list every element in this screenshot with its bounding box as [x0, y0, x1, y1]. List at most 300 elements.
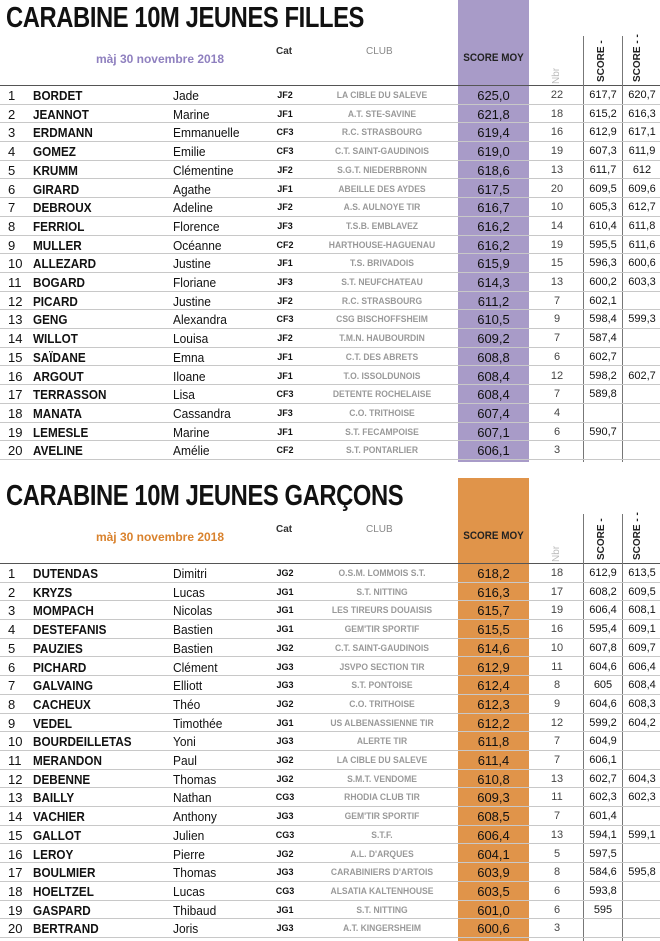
row-nbr: 19 [550, 238, 564, 251]
row-score-2: 612 [632, 163, 652, 176]
row-first-name: Marine [173, 106, 210, 122]
row-club: HARTHOUSE-HAGUENAU [328, 239, 436, 250]
row-club: A.T. STE-SAVINE [347, 108, 417, 119]
row-category: JF1 [277, 370, 293, 381]
row-first-name: Agathe [173, 181, 211, 197]
table-row [0, 601, 660, 620]
table-row [0, 751, 660, 770]
row-first-name: Nicolas [173, 603, 213, 619]
row-score-moy: 616,2 [477, 218, 510, 234]
row-club: S.T. NITTING [356, 904, 408, 915]
row-rank: 12 [8, 293, 23, 309]
row-score-moy: 608,5 [477, 809, 510, 825]
row-club: GEM'TIR SPORTIF [344, 624, 420, 635]
section-title: CARABINE 10M JEUNES FILLES [6, 2, 364, 34]
row-rank: 6 [8, 659, 16, 675]
table-row [0, 198, 660, 217]
row-score-1: 611,7 [589, 163, 617, 176]
row-first-name: Théo [173, 696, 201, 712]
row-last-name: DEBROUX [33, 200, 92, 216]
row-score-2: 609,5 [628, 585, 656, 598]
table-row [0, 732, 660, 751]
row-first-name: Océanne [173, 237, 222, 253]
row-rank: 12 [8, 771, 23, 787]
row-score-moy: 611,2 [477, 293, 510, 309]
table-row [0, 676, 660, 695]
row-nbr: 10 [550, 641, 564, 654]
row-category: JF1 [277, 108, 293, 119]
table-row [0, 142, 660, 161]
row-first-name: Iloane [173, 368, 206, 384]
row-score-moy: 610,5 [477, 312, 510, 328]
row-last-name: BORDET [33, 88, 83, 103]
row-nbr: 16 [550, 126, 564, 139]
header-nbr: Nbr [551, 545, 562, 562]
row-first-name: Paul [173, 753, 197, 768]
row-last-name: MOMPACH [33, 603, 94, 619]
row-score-1: 595 [593, 903, 613, 916]
row-club: T.M.N. HAUBOURDIN [339, 333, 425, 344]
table-row [0, 826, 660, 845]
row-nbr: 7 [553, 754, 561, 766]
row-score-1: 609,5 [589, 182, 617, 195]
row-rank: 4 [8, 622, 16, 638]
row-score-moy: 612,3 [477, 696, 510, 712]
row-score-moy: 608,8 [477, 349, 510, 365]
table-row [0, 367, 660, 386]
row-category: CF3 [276, 314, 294, 325]
table-row [0, 254, 660, 273]
row-category: JG2 [276, 698, 294, 709]
row-score-1: 604,6 [589, 697, 617, 710]
row-score-2: 602,7 [628, 369, 656, 382]
row-first-name: Clémentine [173, 162, 234, 178]
row-score-1: 612,9 [589, 126, 617, 139]
row-first-name: Nathan [173, 790, 212, 806]
row-last-name: KRYZS [33, 584, 73, 600]
row-club: C.T. SAINT-GAUDINOIS [334, 146, 430, 157]
row-last-name: WILLOT [33, 331, 78, 347]
row-nbr: 7 [553, 388, 561, 401]
row-score-2: 612,7 [628, 201, 656, 214]
header-club: CLUB [366, 46, 393, 57]
row-club: C.T. DES ABRETS [345, 351, 419, 362]
row-first-name: Bastien [173, 622, 213, 638]
row-score-2: 604,2 [628, 716, 656, 729]
row-score-moy: 601,0 [477, 902, 510, 918]
row-category: JG3 [276, 923, 294, 934]
row-category: JG2 [276, 755, 294, 765]
row-nbr: 12 [550, 369, 564, 382]
row-category: JF2 [277, 295, 293, 306]
table-row [0, 882, 660, 901]
row-score-2: 603,3 [628, 276, 656, 288]
row-rank: 3 [8, 125, 16, 141]
row-score-2: 616,3 [628, 107, 656, 120]
row-score-1: 594,1 [589, 828, 617, 841]
row-category: JF2 [277, 164, 293, 175]
section-title: CARABINE 10M JEUNES GARÇONS [6, 480, 404, 512]
row-rank: 15 [8, 349, 23, 365]
row-score-moy: 603,5 [477, 883, 510, 899]
table-row [0, 863, 660, 882]
row-category: JG3 [276, 680, 294, 691]
row-nbr: 6 [553, 884, 561, 897]
row-last-name: GASPARD [33, 902, 91, 918]
row-nbr: 7 [553, 810, 561, 823]
row-category: JG2 [276, 642, 294, 653]
row-nbr: 15 [550, 257, 564, 270]
row-rank: 10 [8, 734, 23, 750]
table-row [0, 441, 660, 460]
boys-ranking-section [0, 478, 660, 941]
row-last-name: GOMEZ [33, 144, 76, 160]
table-row [0, 217, 660, 236]
row-nbr: 22 [550, 89, 564, 101]
row-nbr: 6 [553, 903, 561, 916]
row-category: JG2 [276, 848, 294, 859]
row-score-1: 587,4 [589, 332, 617, 345]
row-last-name: PICARD [33, 293, 78, 309]
row-category: JG1 [276, 586, 294, 597]
header-score-1: SCORE - [596, 40, 607, 82]
row-rank: 7 [8, 200, 16, 216]
row-nbr: 6 [553, 425, 561, 438]
row-rank: 20 [8, 921, 23, 937]
row-nbr: 10 [550, 201, 564, 214]
row-last-name: BERTRAND [33, 921, 99, 937]
row-last-name: BOURDEILLETAS [33, 734, 132, 750]
row-score-1: 612,9 [589, 567, 617, 579]
row-score-moy: 603,9 [477, 865, 510, 881]
table-row [0, 236, 660, 255]
header-score-moy: SCORE MOY [463, 52, 524, 64]
row-nbr: 13 [550, 163, 564, 176]
row-score-moy: 616,2 [477, 237, 510, 253]
row-category: JG3 [276, 867, 294, 878]
row-nbr: 12 [550, 716, 564, 729]
row-first-name: Dimitri [173, 566, 207, 581]
row-rank: 2 [8, 584, 16, 600]
row-score-moy: 621,8 [477, 106, 510, 122]
row-club: ALSATIA KALTENHOUSE [330, 885, 434, 896]
table-row [0, 770, 660, 789]
row-score-1: 593,8 [589, 884, 617, 897]
row-nbr: 19 [550, 604, 564, 617]
row-score-moy: 618,2 [477, 566, 510, 581]
row-first-name: Emilie [173, 144, 206, 160]
table-row [0, 310, 660, 329]
row-last-name: KRUMM [33, 162, 78, 178]
row-category: CF2 [276, 239, 294, 250]
girls-ranking-section [0, 0, 660, 462]
row-score-moy: 616,3 [477, 584, 510, 600]
row-score-moy: 611,8 [477, 734, 510, 750]
row-nbr: 3 [553, 922, 561, 935]
row-score-2: 604,3 [628, 772, 656, 785]
row-last-name: LEMESLE [33, 424, 89, 440]
row-club: JSVPO SECTION TIR [339, 661, 425, 672]
row-club: DETENTE ROCHELAISE [332, 389, 432, 400]
table-row [0, 639, 660, 658]
table-row [0, 901, 660, 920]
row-first-name: Julien [173, 827, 205, 843]
row-score-2: 602,3 [628, 791, 656, 804]
row-last-name: ARGOUT [33, 368, 84, 384]
row-club: US ALBENASSIENNE TIR [330, 717, 434, 728]
row-category: JG1 [276, 605, 294, 616]
table-row [0, 658, 660, 677]
row-score-moy: 607,1 [477, 424, 510, 440]
row-last-name: TERRASSON [33, 387, 107, 403]
row-last-name: LEROY [33, 846, 74, 862]
row-rank: 14 [8, 809, 23, 825]
row-last-name: PICHARD [33, 659, 87, 675]
row-club: S.T. PONTOISE [351, 680, 413, 691]
row-score-1: 605 [593, 679, 613, 692]
row-score-moy: 609,2 [477, 331, 510, 347]
row-club: C.T. SAINT-GAUDINOIS [334, 642, 430, 653]
header-club: CLUB [366, 524, 393, 535]
row-score-2: 595,8 [628, 866, 656, 879]
row-score-1: 604,6 [589, 660, 617, 673]
row-rank: 18 [8, 883, 23, 899]
table-row [0, 273, 660, 292]
row-score-1: 604,9 [589, 735, 617, 748]
row-score-1: 598,2 [589, 369, 617, 382]
row-category: JG3 [276, 736, 294, 747]
row-club: S.T.F. [371, 829, 393, 840]
row-first-name: Pierre [173, 846, 205, 862]
table-row [0, 348, 660, 367]
row-score-1: 589,8 [589, 388, 617, 401]
row-score-1: 598,4 [589, 313, 617, 326]
row-rank: 5 [8, 640, 16, 656]
row-club: S.T. PONTARLIER [345, 445, 419, 456]
row-category: JG2 [276, 568, 294, 578]
row-rank: 19 [8, 902, 23, 918]
row-score-moy: 609,3 [477, 790, 510, 806]
row-rank: 1 [8, 88, 16, 103]
row-club: S.T. NITTING [356, 586, 408, 597]
row-score-1: 608,2 [589, 585, 617, 598]
row-category: JG1 [276, 624, 294, 635]
update-date: màj 30 novembre 2018 [95, 530, 225, 544]
row-score-moy: 612,4 [477, 678, 510, 694]
row-first-name: Elliott [173, 678, 203, 694]
row-score-2: 609,6 [628, 182, 656, 195]
row-score-1: 601,4 [589, 810, 617, 823]
row-category: JF3 [277, 220, 293, 231]
row-score-moy: 619,4 [477, 125, 510, 141]
row-category: JG1 [276, 904, 294, 915]
row-score-moy: 625,0 [477, 88, 510, 103]
row-last-name: ALLEZARD [33, 256, 97, 272]
row-rank: 15 [8, 827, 23, 843]
row-first-name: Justine [173, 256, 211, 272]
row-category: CF2 [276, 445, 294, 456]
row-score-moy: 617,5 [477, 181, 510, 197]
row-first-name: Emna [173, 349, 205, 365]
row-score-2: 599,1 [628, 828, 656, 841]
row-first-name: Yoni [173, 734, 196, 750]
row-rank: 6 [8, 181, 16, 197]
table-row [0, 385, 660, 404]
row-category: JG3 [276, 661, 294, 672]
row-last-name: GALLOT [33, 827, 82, 843]
table-row [0, 329, 660, 348]
table-row [0, 292, 660, 311]
header-score-2: SCORE - - [632, 512, 643, 560]
row-club: CARABINIERS D'ARTOIS [330, 867, 434, 878]
row-first-name: Thomas [173, 771, 217, 787]
row-nbr: 11 [551, 660, 563, 673]
row-category: CF3 [276, 146, 294, 157]
row-first-name: Timothée [173, 715, 223, 731]
row-club: S.T. FECAMPOISE [345, 426, 419, 437]
row-club: A.L. D'ARQUES [350, 848, 414, 859]
row-club: RHODIA CLUB TIR [344, 792, 420, 803]
row-first-name: Lucas [173, 584, 205, 600]
row-first-name: Emmanuelle [173, 125, 240, 141]
row-last-name: MERANDON [33, 753, 102, 768]
row-club: T.S. BRIVADOIS [350, 258, 414, 269]
row-category: JG2 [276, 773, 294, 784]
row-score-1: 606,4 [589, 604, 617, 617]
row-club: ABEILLE DES AYDES [338, 183, 426, 194]
update-date: màj 30 novembre 2018 [95, 52, 225, 66]
row-score-1: 602,7 [589, 772, 617, 785]
row-first-name: Thibaud [173, 902, 217, 918]
row-first-name: Thomas [173, 865, 217, 881]
row-score-moy: 612,2 [477, 715, 510, 731]
header-score-2: SCORE - - [632, 34, 643, 82]
row-nbr: 9 [553, 313, 561, 326]
row-club: T.O. ISSOLDUNOIS [343, 370, 421, 381]
row-score-moy: 614,3 [477, 275, 510, 290]
table-row [0, 161, 660, 180]
row-score-1: 607,8 [589, 641, 617, 654]
row-last-name: JEANNOT [33, 106, 89, 122]
row-nbr: 8 [553, 866, 561, 879]
row-score-2: 613,5 [628, 567, 656, 579]
row-category: CF3 [276, 389, 294, 400]
row-rank: 18 [8, 405, 23, 421]
row-category: JF2 [277, 333, 293, 344]
table-row [0, 845, 660, 864]
row-first-name: Anthony [173, 809, 217, 825]
row-nbr: 19 [550, 145, 564, 158]
header-score-moy: SCORE MOY [463, 530, 524, 542]
row-category: CG3 [275, 829, 295, 840]
row-rank: 8 [8, 218, 16, 234]
row-last-name: VACHIER [33, 809, 85, 825]
row-first-name: Jade [173, 88, 199, 103]
row-score-1: 615,2 [589, 107, 617, 120]
row-club: C.O. TRITHOISE [349, 698, 415, 709]
row-category: JF1 [277, 258, 293, 269]
row-rank: 5 [8, 162, 16, 178]
row-nbr: 9 [553, 697, 561, 710]
row-nbr: 14 [550, 219, 564, 232]
row-score-1: 600,2 [589, 276, 617, 288]
row-score-1: 584,6 [589, 866, 617, 879]
row-first-name: Bastien [173, 640, 213, 656]
row-score-moy: 615,7 [477, 603, 510, 619]
row-last-name: HOELTZEL [33, 883, 94, 899]
row-club: GEM'TIR SPORTIF [344, 811, 420, 822]
row-rank: 8 [8, 696, 16, 712]
row-score-1: 605,3 [589, 201, 617, 214]
row-last-name: DUTENDAS [33, 566, 99, 581]
row-rank: 16 [8, 846, 23, 862]
row-first-name: Florence [173, 218, 220, 234]
row-rank: 17 [8, 865, 23, 881]
row-rank: 11 [8, 753, 22, 768]
row-score-moy: 604,1 [477, 846, 510, 862]
row-last-name: CACHEUX [33, 696, 91, 712]
row-rank: 9 [8, 715, 16, 731]
row-club: CSG BISCHOFFSHEIM [336, 314, 428, 325]
row-score-moy: 606,1 [477, 443, 510, 459]
row-score-1: 599,2 [589, 716, 617, 729]
row-first-name: Floriane [173, 275, 217, 290]
row-first-name: Cassandra [173, 405, 231, 421]
row-club: S.M.T. VENDOME [347, 773, 417, 784]
row-first-name: Lucas [173, 883, 205, 899]
row-nbr: 3 [553, 444, 561, 457]
row-score-1: 595,5 [589, 238, 617, 251]
row-score-2: 609,1 [628, 623, 656, 636]
row-rank: 16 [8, 368, 23, 384]
table-row [0, 807, 660, 826]
row-category: JF3 [277, 407, 293, 418]
table-row [0, 919, 660, 938]
row-score-moy: 615,9 [477, 256, 510, 272]
row-score-1: 595,4 [589, 623, 617, 636]
table-row [0, 123, 660, 142]
row-first-name: Amélie [173, 443, 210, 459]
row-score-2: 599,3 [628, 313, 656, 326]
row-score-moy: 600,6 [477, 921, 510, 937]
row-rank: 19 [8, 424, 23, 440]
row-rank: 7 [8, 678, 16, 694]
row-score-2: 608,4 [628, 679, 656, 692]
row-club: A.S. AULNOYE TIR [343, 202, 421, 213]
table-row [0, 583, 660, 602]
row-score-2: 617,1 [628, 126, 656, 139]
row-last-name: MULLER [33, 237, 82, 253]
row-last-name: AVELINE [33, 443, 83, 459]
row-last-name: ERDMANN [33, 125, 93, 141]
table-row [0, 86, 660, 105]
row-first-name: Justine [173, 293, 211, 309]
row-nbr: 7 [553, 294, 561, 307]
row-nbr: 18 [550, 107, 564, 120]
row-rank: 4 [8, 144, 16, 160]
row-score-moy: 616,7 [477, 200, 510, 216]
row-rank: 11 [8, 275, 22, 290]
table-row [0, 404, 660, 423]
row-rank: 3 [8, 603, 16, 619]
row-score-moy: 618,6 [477, 162, 510, 178]
header-nbr: Nbr [551, 67, 562, 84]
row-club: LES TIREURS DOUAISIS [331, 605, 433, 616]
row-club: C.O. TRITHOISE [349, 407, 415, 418]
row-score-moy: 619,0 [477, 144, 510, 160]
row-score-2: 611,6 [628, 238, 656, 251]
row-rank: 10 [8, 256, 23, 272]
